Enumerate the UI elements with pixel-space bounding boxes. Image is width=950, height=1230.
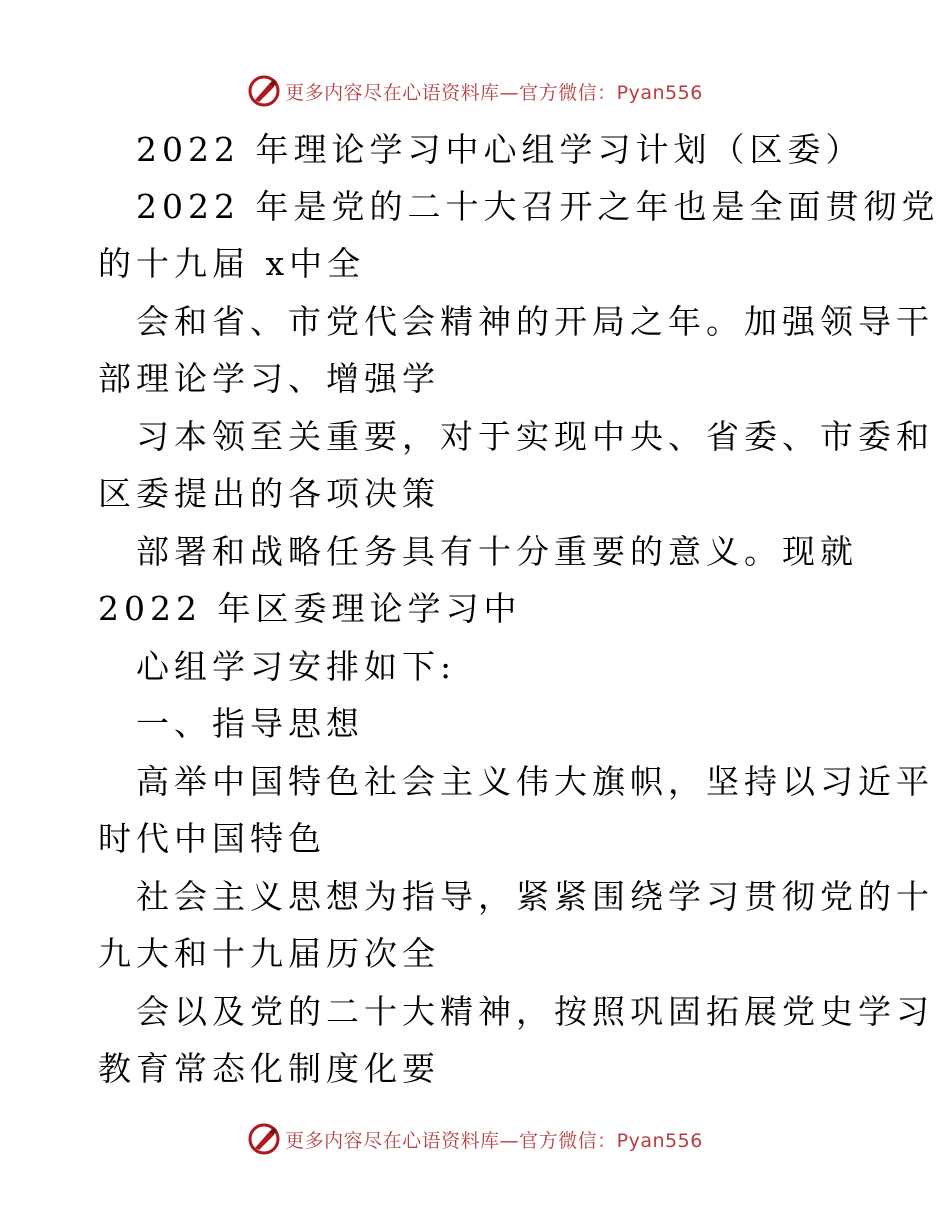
paragraph-line: 高举中国特色社会主义伟大旗帜，坚持以习近平 bbox=[136, 762, 934, 801]
paragraph-line: 部理论学习、增强学 bbox=[98, 359, 440, 398]
paragraph-line: 心组学习安排如下: bbox=[136, 647, 457, 686]
watermark-text: 更多内容尽在心语资料库—官方微信：Pyan556 bbox=[285, 1129, 703, 1152]
paragraph-line: 会和省、市党代会精神的开局之年。加强领导干 bbox=[136, 302, 934, 341]
watermark-banner-bottom bbox=[0, 1119, 950, 1159]
paragraph-line: 时代中国特色 bbox=[98, 819, 326, 858]
paragraph-line: 部署和战略任务具有十分重要的意义。现就 bbox=[136, 532, 858, 571]
paragraph-line: 九大和十九届历次全 bbox=[98, 934, 440, 973]
paragraph-line: 习本领至关重要，对于实现中央、省委、市委和 bbox=[136, 417, 934, 456]
paragraph-line: 2022 年是党的二十大召开之年也是全面贯彻党 bbox=[136, 187, 940, 226]
section-heading: 一、指导思想 bbox=[136, 704, 364, 743]
paragraph-line: 的十九届 x中全 bbox=[98, 244, 366, 283]
paragraph-line: 社会主义思想为指导，紧紧围绕学习贯彻党的十 bbox=[136, 877, 934, 916]
document-title: 2022 年理论学习中心组学习计划（区委） bbox=[136, 130, 864, 169]
paragraph-line: 教育常态化制度化要 bbox=[98, 1049, 440, 1088]
paragraph-line: 2022 年区委理论学习中 bbox=[98, 589, 522, 628]
paragraph-line: 区委提出的各项决策 bbox=[98, 474, 440, 513]
pen-logo-icon bbox=[247, 1122, 281, 1156]
watermark-banner-top bbox=[0, 71, 950, 111]
watermark-text: 更多内容尽在心语资料库—官方微信：Pyan556 bbox=[285, 81, 703, 104]
pen-logo-icon bbox=[247, 74, 281, 108]
paragraph-line: 会以及党的二十大精神，按照巩固拓展党史学习 bbox=[136, 992, 934, 1031]
